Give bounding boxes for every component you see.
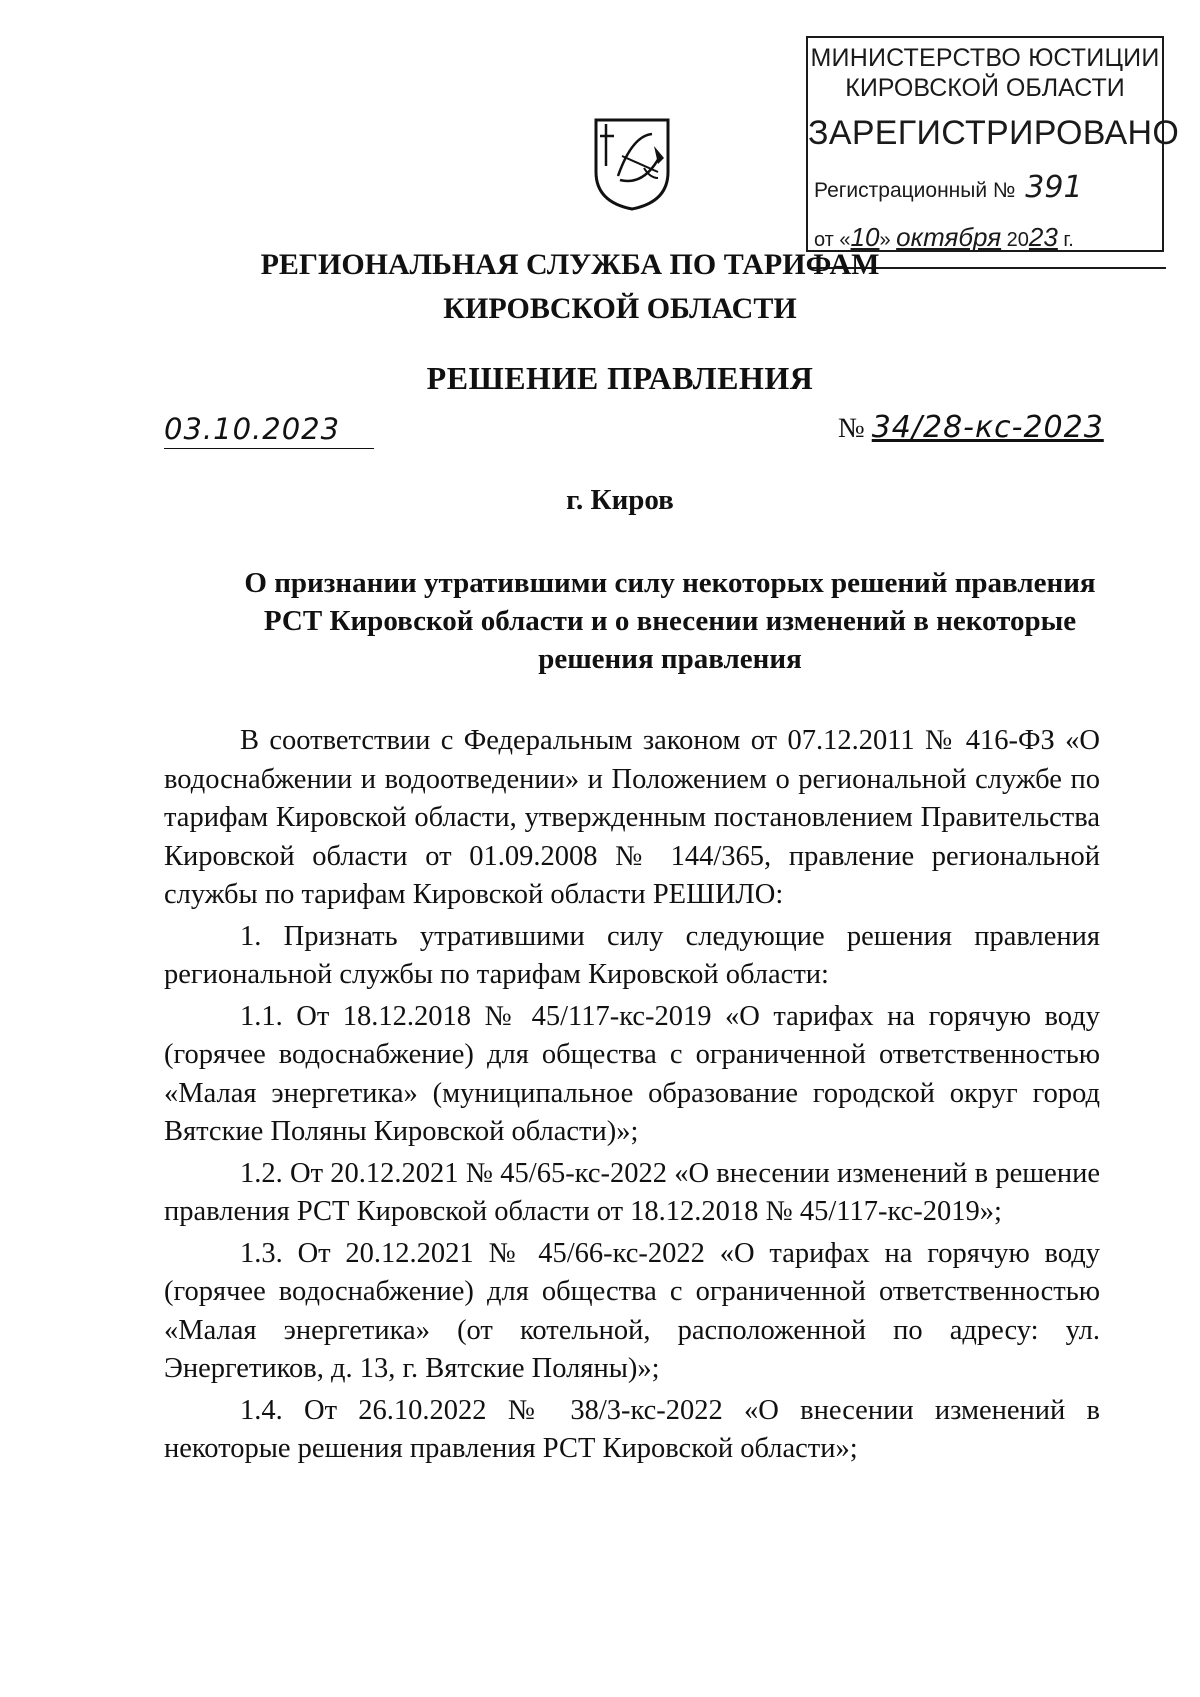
stamp-date-day: 10 (850, 222, 880, 252)
stamp-reg-number: 391 (1025, 170, 1083, 205)
stamp-region: КИРОВСКОЙ ОБЛАСТИ (845, 74, 1125, 102)
title-line-2: РСТ Кировской области и о внесении изменений в некоторые (263, 605, 1077, 637)
paragraph-1: 1. Признать утратившими силу следующие решения правления региональной службы по тарифам Кировской области: (164, 920, 1100, 990)
stamp-date-mid: » (879, 229, 891, 251)
stamp-reg-number-line (814, 170, 1083, 205)
stamp-date-year-prefix: 20 (1006, 229, 1029, 251)
stamp-date-suffix: г. (1063, 229, 1074, 251)
paragraph-1-2: 1.2. От 20.12.2021 № 45/65-кс-2022 «О внесении изменений в решение правления РСТ Кировской области от 18.12.2018 № 45/117-кс-2019»; (164, 1157, 1100, 1227)
stamp-status: ЗАРЕГИСТРИРОВАНО (808, 114, 1180, 152)
document-body (164, 722, 1100, 1472)
organization-name-line1: РЕГИОНАЛЬНАЯ СЛУЖБА ПО ТАРИФАМ (260, 248, 880, 281)
paragraph-1-3: 1.3. От 20.12.2021 № 45/66-кс-2022 «О тарифах на горячую воду (горячее водоснабжение) для общества с ограниченной ответственностью «Малая энергетика» (от котельной, расположенной по адресу: ул. Энергетиков, д. 13, г. Вятские Поляны)»; (164, 1237, 1100, 1384)
title-line-3: решения правления (538, 643, 802, 675)
stamp-ministry: МИНИСТЕРСТВО ЮСТИЦИИ (810, 44, 1160, 72)
paragraph-1-1: 1.1. От 18.12.2018 № 45/117-кс-2019 «О тарифах на горячую воду (горячее водоснабжение) для общества с ограниченной ответственностью «Малая энергетика» (муниципальное образование городской округ город Вятские Поляны Кировской области)»; (164, 1000, 1100, 1147)
preamble-paragraph: В соответствии с Федеральным законом от 07.12.2011 № 416-ФЗ «О водоснабжении и водоотведении» и Положением о региональной службе по тарифам Кировской области, утвержденным постановлением Правительства Кировской области от 01.09.2008 № 144/365, правление региональной службы по тарифам Кировской области РЕШИЛО: (164, 725, 1100, 910)
document-date: 03.10.2023 (164, 412, 374, 449)
stamp-date-year: 23 (1028, 222, 1058, 252)
paragraph-1-4: 1.4. От 26.10.2022 № 38/3-кс-2022 «О внесении изменений в некоторые решения правления РСТ Кировской области»; (164, 1394, 1100, 1464)
organization-name-line2: КИРОВСКОЙ ОБЛАСТИ (443, 292, 797, 325)
document-number-line (838, 410, 1104, 445)
document-number: 34/28-кс-2023 (871, 410, 1104, 445)
coat-of-arms-icon (592, 116, 672, 212)
stamp-reg-label: Регистрационный № (814, 179, 1016, 202)
stamp-date-prefix: от « (814, 229, 851, 251)
title-line-1: О признании утратившими силу некоторых решений правления (244, 567, 1096, 599)
stamp-date-month: октября (896, 222, 1002, 252)
document-title (230, 564, 1110, 678)
document-type: РЕШЕНИЕ ПРАВЛЕНИЯ (426, 360, 814, 396)
registration-stamp (806, 36, 1180, 252)
document-number-label: № (838, 413, 865, 444)
document-city: г. Киров (566, 484, 674, 516)
